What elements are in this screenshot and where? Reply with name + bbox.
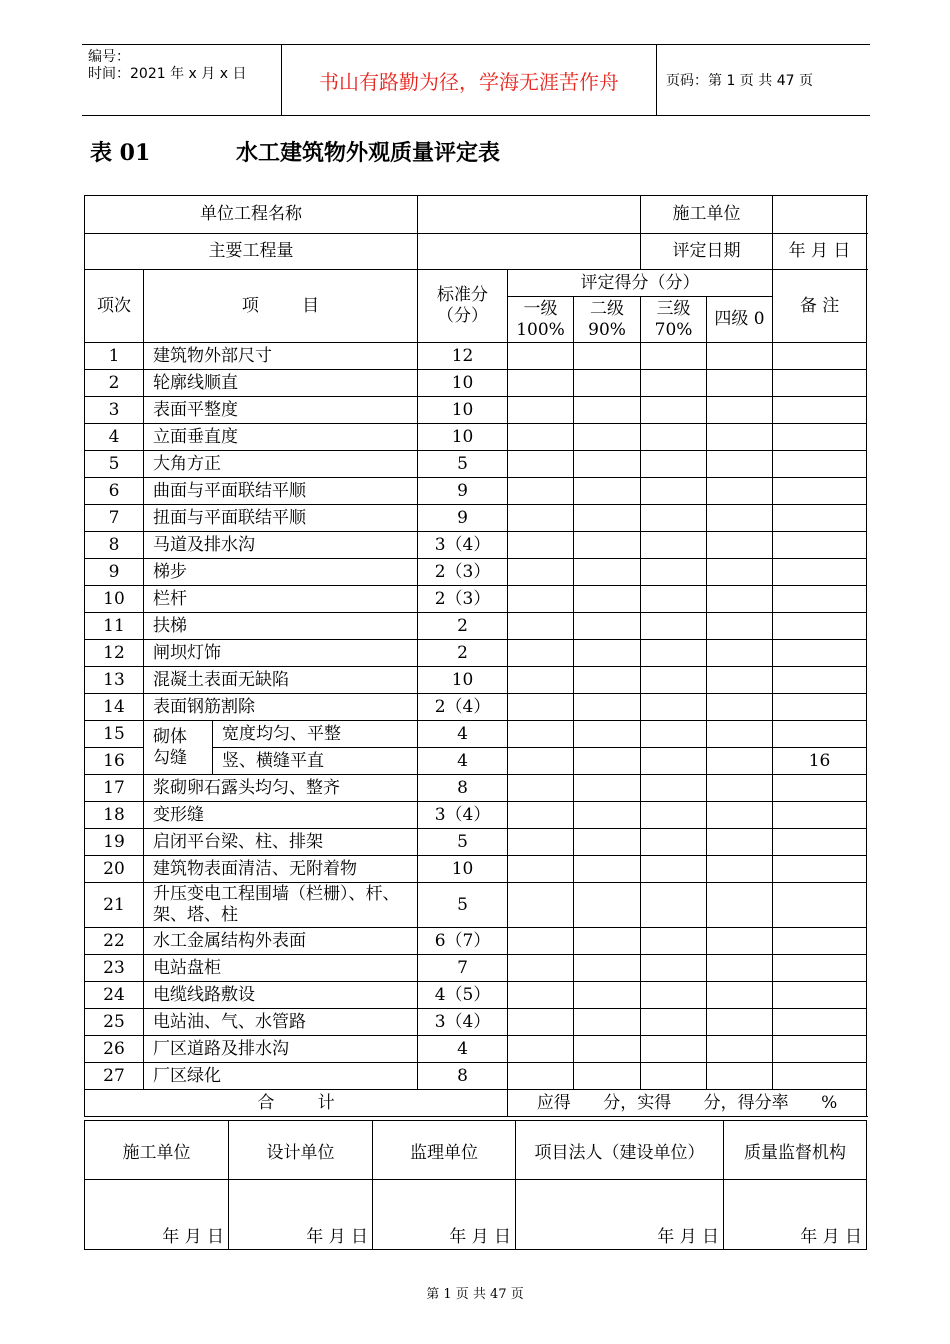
row-item: 栏杆 — [144, 586, 418, 613]
row-std: 3（4） — [418, 802, 508, 829]
row-note[interactable] — [773, 883, 867, 928]
row-note[interactable] — [773, 955, 867, 982]
score-cell[interactable] — [574, 370, 641, 397]
score-cell[interactable] — [574, 1009, 641, 1036]
table-row — [85, 982, 867, 1009]
table-row — [85, 802, 867, 829]
col-item-header: 项 目 — [144, 270, 418, 343]
score-cell[interactable] — [707, 586, 773, 613]
score-cell[interactable] — [707, 343, 773, 370]
row-index: 2 — [85, 370, 144, 397]
sig-supervision-date[interactable]: 年 月 日 — [373, 1180, 516, 1250]
row-std: 8 — [418, 1063, 508, 1090]
score-cell[interactable] — [508, 802, 574, 829]
sig-design-date[interactable]: 年 月 日 — [229, 1180, 373, 1250]
table-row — [85, 928, 867, 955]
row-index: 20 — [85, 856, 144, 883]
row-item: 闸坝灯饰 — [144, 640, 418, 667]
score-cell[interactable] — [707, 1036, 773, 1063]
score-cell[interactable] — [508, 721, 574, 748]
row-std: 4 — [418, 748, 508, 775]
row-note[interactable] — [773, 856, 867, 883]
row-note[interactable] — [773, 559, 867, 586]
row-note[interactable] — [773, 721, 867, 748]
table-row — [85, 424, 867, 451]
score-cell[interactable] — [707, 775, 773, 802]
evaluation-table — [84, 195, 867, 1117]
row-std: 10 — [418, 424, 508, 451]
main-quantity-field[interactable] — [418, 234, 641, 270]
score-cell[interactable] — [707, 694, 773, 721]
score-cell[interactable] — [641, 667, 707, 694]
row-std: 3（4） — [418, 532, 508, 559]
score-cell[interactable] — [641, 451, 707, 478]
row-index: 6 — [85, 478, 144, 505]
row-index: 19 — [85, 829, 144, 856]
score-cell[interactable] — [508, 694, 574, 721]
sig-quality-label: 质量监督机构 — [724, 1121, 867, 1180]
table-row — [85, 955, 867, 982]
score-cell[interactable] — [508, 532, 574, 559]
grade-3-header: 三级 70% — [641, 297, 707, 343]
row-std: 10 — [418, 856, 508, 883]
row-item: 扭面与平面联结平顺 — [144, 505, 418, 532]
score-cell[interactable] — [707, 532, 773, 559]
score-cell[interactable] — [641, 559, 707, 586]
table-row — [85, 586, 867, 613]
unit-name-label: 单位工程名称 — [85, 196, 418, 234]
score-cell[interactable] — [707, 613, 773, 640]
score-cell[interactable] — [707, 505, 773, 532]
score-cell[interactable] — [508, 424, 574, 451]
table-row — [85, 640, 867, 667]
sig-supervision-label: 监理单位 — [373, 1121, 516, 1180]
row-std: 5 — [418, 829, 508, 856]
score-cell[interactable] — [641, 955, 707, 982]
col-std-header: 标准分（分） — [418, 270, 508, 343]
score-cell[interactable] — [574, 721, 641, 748]
table-row — [85, 883, 867, 928]
score-cell[interactable] — [574, 343, 641, 370]
row-note[interactable] — [773, 424, 867, 451]
table-row — [85, 343, 867, 370]
table-row — [85, 694, 867, 721]
score-cell[interactable] — [508, 667, 574, 694]
score-cell[interactable] — [707, 748, 773, 775]
row-item: 大角方正 — [144, 451, 418, 478]
score-cell[interactable] — [574, 397, 641, 424]
row-std: 5 — [418, 883, 508, 928]
row-index: 15 — [85, 721, 144, 748]
row-item: 马道及排水沟 — [144, 532, 418, 559]
score-cell[interactable] — [508, 505, 574, 532]
score-cell[interactable] — [508, 640, 574, 667]
row-note[interactable] — [773, 613, 867, 640]
row-std: 2（3） — [418, 586, 508, 613]
score-cell[interactable] — [508, 586, 574, 613]
grade-1-header: 一级 100% — [508, 297, 574, 343]
row-note[interactable] — [773, 370, 867, 397]
row-index: 25 — [85, 1009, 144, 1036]
row-std: 10 — [418, 667, 508, 694]
row-std: 2（3） — [418, 559, 508, 586]
table-row — [85, 370, 867, 397]
score-cell[interactable] — [707, 370, 773, 397]
total-label: 合 计 — [85, 1090, 508, 1117]
score-cell[interactable] — [641, 802, 707, 829]
score-cell[interactable] — [508, 1063, 574, 1090]
score-cell[interactable] — [574, 748, 641, 775]
score-cell[interactable] — [641, 829, 707, 856]
row-item: 厂区道路及排水沟 — [144, 1036, 418, 1063]
score-cell[interactable] — [707, 478, 773, 505]
page-title: 水工建筑物外观质量评定表 — [236, 140, 501, 166]
score-cell[interactable] — [641, 1009, 707, 1036]
row-index: 17 — [85, 775, 144, 802]
row-index: 8 — [85, 532, 144, 559]
score-cell[interactable] — [641, 982, 707, 1009]
construction-unit-field[interactable] — [773, 196, 867, 234]
row-item: 竖、横缝平直 — [213, 748, 418, 775]
score-cell[interactable] — [508, 928, 574, 955]
masonry-group-label: 砌体勾缝 — [144, 721, 213, 775]
score-cell[interactable] — [508, 775, 574, 802]
table-row — [85, 1063, 867, 1090]
row-index: 4 — [85, 424, 144, 451]
row-note[interactable] — [773, 1063, 867, 1090]
table-row — [85, 667, 867, 694]
row-note[interactable] — [773, 343, 867, 370]
sig-owner-label: 项目法人（建设单位） — [516, 1121, 724, 1180]
row-std: 8 — [418, 775, 508, 802]
row-item: 电缆线路敷设 — [144, 982, 418, 1009]
row-note[interactable] — [773, 1036, 867, 1063]
score-cell[interactable] — [574, 928, 641, 955]
score-cell[interactable] — [508, 856, 574, 883]
row-index: 5 — [85, 451, 144, 478]
score-cell[interactable] — [641, 775, 707, 802]
col-score-header: 评定得分（分） — [508, 270, 773, 297]
row-index: 10 — [85, 586, 144, 613]
row-note[interactable] — [773, 829, 867, 856]
score-cell[interactable] — [508, 478, 574, 505]
row-item: 变形缝 — [144, 802, 418, 829]
score-cell[interactable] — [574, 613, 641, 640]
score-cell[interactable] — [574, 829, 641, 856]
row-index: 23 — [85, 955, 144, 982]
score-cell[interactable] — [508, 343, 574, 370]
score-cell[interactable] — [574, 856, 641, 883]
row-item: 表面平整度 — [144, 397, 418, 424]
row-std: 4（5） — [418, 982, 508, 1009]
score-cell[interactable] — [707, 451, 773, 478]
grade-2-header: 二级 90% — [574, 297, 641, 343]
score-cell[interactable] — [508, 982, 574, 1009]
col-note-header: 备 注 — [773, 270, 867, 343]
score-cell[interactable] — [707, 802, 773, 829]
row-std: 4 — [418, 721, 508, 748]
row-item: 浆砌卵石露头均匀、整齐 — [144, 775, 418, 802]
row-std: 2（4） — [418, 694, 508, 721]
score-cell[interactable] — [641, 613, 707, 640]
row-item: 水工金属结构外表面 — [144, 928, 418, 955]
row-std: 9 — [418, 478, 508, 505]
score-cell[interactable] — [641, 397, 707, 424]
score-cell[interactable] — [707, 883, 773, 928]
score-cell[interactable] — [707, 856, 773, 883]
row-note[interactable] — [773, 694, 867, 721]
score-cell[interactable] — [641, 928, 707, 955]
row-index: 11 — [85, 613, 144, 640]
score-cell[interactable] — [508, 559, 574, 586]
row-std: 4 — [418, 1036, 508, 1063]
row-item: 建筑物外部尺寸 — [144, 343, 418, 370]
row-item: 混凝土表面无缺陷 — [144, 667, 418, 694]
time-label: 时间：2021 年 x 月 x 日 — [88, 66, 247, 82]
row-index: 16 — [85, 748, 144, 775]
table-row — [85, 505, 867, 532]
score-cell[interactable] — [574, 694, 641, 721]
row-index: 3 — [85, 397, 144, 424]
row-note[interactable] — [773, 982, 867, 1009]
sig-construction-label: 施工单位 — [85, 1121, 229, 1180]
table-row — [85, 397, 867, 424]
row-note[interactable] — [773, 1009, 867, 1036]
row-note[interactable]: 16 — [773, 748, 867, 775]
row-item: 建筑物表面清洁、无附着物 — [144, 856, 418, 883]
score-cell[interactable] — [574, 559, 641, 586]
score-cell[interactable] — [574, 451, 641, 478]
row-std: 2 — [418, 613, 508, 640]
row-std: 2 — [418, 640, 508, 667]
score-cell[interactable] — [574, 1036, 641, 1063]
unit-name-field[interactable] — [418, 196, 641, 234]
score-cell[interactable] — [707, 667, 773, 694]
score-cell[interactable] — [641, 532, 707, 559]
score-cell[interactable] — [641, 1063, 707, 1090]
score-cell[interactable] — [508, 1009, 574, 1036]
eval-date-field[interactable]: 年 月 日 — [773, 234, 867, 270]
score-cell[interactable] — [641, 1036, 707, 1063]
row-note[interactable] — [773, 397, 867, 424]
row-std: 6（7） — [418, 928, 508, 955]
score-cell[interactable] — [574, 802, 641, 829]
score-cell[interactable] — [641, 640, 707, 667]
score-cell[interactable] — [508, 883, 574, 928]
row-note[interactable] — [773, 640, 867, 667]
row-index: 18 — [85, 802, 144, 829]
score-cell[interactable] — [574, 424, 641, 451]
row-std: 7 — [418, 955, 508, 982]
score-cell[interactable] — [707, 721, 773, 748]
signature-table — [84, 1120, 867, 1250]
score-cell[interactable] — [641, 694, 707, 721]
score-cell[interactable] — [707, 397, 773, 424]
row-std: 12 — [418, 343, 508, 370]
page-footer: 第 1 页 共 47 页 — [426, 1287, 524, 1302]
page-info: 页码：第 1 页 共 47 页 — [666, 73, 813, 89]
row-note[interactable] — [773, 532, 867, 559]
row-std: 10 — [418, 397, 508, 424]
score-cell[interactable] — [508, 451, 574, 478]
row-item: 扶梯 — [144, 613, 418, 640]
score-cell[interactable] — [574, 586, 641, 613]
row-std: 5 — [418, 451, 508, 478]
score-cell[interactable] — [641, 343, 707, 370]
row-item: 梯步 — [144, 559, 418, 586]
row-note[interactable] — [773, 478, 867, 505]
row-item: 电站盘柜 — [144, 955, 418, 982]
row-index: 21 — [85, 883, 144, 928]
row-std: 10 — [418, 370, 508, 397]
score-cell[interactable] — [508, 748, 574, 775]
score-cell[interactable] — [574, 955, 641, 982]
score-cell[interactable] — [707, 982, 773, 1009]
row-note[interactable] — [773, 802, 867, 829]
score-cell[interactable] — [707, 1009, 773, 1036]
table-row — [85, 775, 867, 802]
table-row — [85, 1009, 867, 1036]
row-note[interactable] — [773, 667, 867, 694]
table-row — [85, 451, 867, 478]
score-cell[interactable] — [574, 478, 641, 505]
row-item: 轮廓线顺直 — [144, 370, 418, 397]
row-index: 22 — [85, 928, 144, 955]
page-header — [82, 44, 870, 116]
row-note[interactable] — [773, 928, 867, 955]
row-index: 24 — [85, 982, 144, 1009]
row-index: 13 — [85, 667, 144, 694]
table-row — [85, 829, 867, 856]
row-index: 27 — [85, 1063, 144, 1090]
score-cell[interactable] — [508, 613, 574, 640]
sig-owner-date[interactable]: 年 月 日 — [516, 1180, 724, 1250]
score-cell[interactable] — [641, 856, 707, 883]
grade-4-header: 四级 0 — [707, 297, 773, 343]
row-index: 26 — [85, 1036, 144, 1063]
table-row — [85, 856, 867, 883]
score-cell[interactable] — [707, 559, 773, 586]
score-cell[interactable] — [574, 532, 641, 559]
row-std: 9 — [418, 505, 508, 532]
score-cell[interactable] — [641, 424, 707, 451]
table-code: 表 01 — [90, 140, 151, 166]
row-index: 14 — [85, 694, 144, 721]
slogan: 书山有路勤为径，学海无涯苦作舟 — [282, 45, 657, 115]
header-meta — [82, 45, 282, 115]
row-std: 3（4） — [418, 1009, 508, 1036]
score-cell[interactable] — [574, 982, 641, 1009]
row-item: 表面钢筋割除 — [144, 694, 418, 721]
row-item: 厂区绿化 — [144, 1063, 418, 1090]
row-item: 升压变电工程围墙（栏栅）、杆、架、塔、柱 — [144, 883, 418, 928]
row-index: 1 — [85, 343, 144, 370]
row-note[interactable] — [773, 775, 867, 802]
score-cell[interactable] — [641, 586, 707, 613]
row-note[interactable] — [773, 586, 867, 613]
score-cell[interactable] — [508, 397, 574, 424]
score-cell[interactable] — [574, 1063, 641, 1090]
construction-unit-label: 施工单位 — [641, 196, 773, 234]
score-cell[interactable] — [508, 1036, 574, 1063]
row-item: 立面垂直度 — [144, 424, 418, 451]
sig-design-label: 设计单位 — [229, 1121, 373, 1180]
row-note[interactable] — [773, 505, 867, 532]
eval-date-label: 评定日期 — [641, 234, 773, 270]
score-cell[interactable] — [641, 748, 707, 775]
row-index: 9 — [85, 559, 144, 586]
sig-quality-date[interactable]: 年 月 日 — [724, 1180, 867, 1250]
row-item: 启闭平台梁、柱、排架 — [144, 829, 418, 856]
row-index: 12 — [85, 640, 144, 667]
score-cell[interactable] — [707, 955, 773, 982]
row-item: 电站油、气、水管路 — [144, 1009, 418, 1036]
score-cell[interactable] — [574, 883, 641, 928]
score-cell[interactable] — [574, 667, 641, 694]
table-row — [85, 478, 867, 505]
row-item: 宽度均匀、平整 — [213, 721, 418, 748]
score-cell[interactable] — [641, 883, 707, 928]
score-cell[interactable] — [574, 505, 641, 532]
score-cell[interactable] — [707, 829, 773, 856]
table-row — [85, 532, 867, 559]
row-index: 7 — [85, 505, 144, 532]
table-row — [85, 1036, 867, 1063]
score-cell[interactable] — [508, 829, 574, 856]
score-cell[interactable] — [641, 721, 707, 748]
score-cell[interactable] — [508, 370, 574, 397]
score-cell[interactable] — [707, 928, 773, 955]
number-label: 编号： — [88, 49, 130, 65]
score-cell[interactable] — [707, 1063, 773, 1090]
col-index-header: 项次 — [85, 270, 144, 343]
total-text: 应得 分，实得 分，得分率 % — [508, 1090, 867, 1117]
score-cell[interactable] — [641, 370, 707, 397]
score-cell[interactable] — [574, 775, 641, 802]
score-cell[interactable] — [641, 505, 707, 532]
table-row — [85, 559, 867, 586]
sig-construction-date[interactable]: 年 月 日 — [85, 1180, 229, 1250]
score-cell[interactable] — [574, 640, 641, 667]
main-quantity-label: 主要工程量 — [85, 234, 418, 270]
score-cell[interactable] — [707, 424, 773, 451]
table-row — [85, 613, 867, 640]
score-cell[interactable] — [707, 640, 773, 667]
row-item: 曲面与平面联结平顺 — [144, 478, 418, 505]
score-cell[interactable] — [641, 478, 707, 505]
row-note[interactable] — [773, 451, 867, 478]
score-cell[interactable] — [508, 955, 574, 982]
